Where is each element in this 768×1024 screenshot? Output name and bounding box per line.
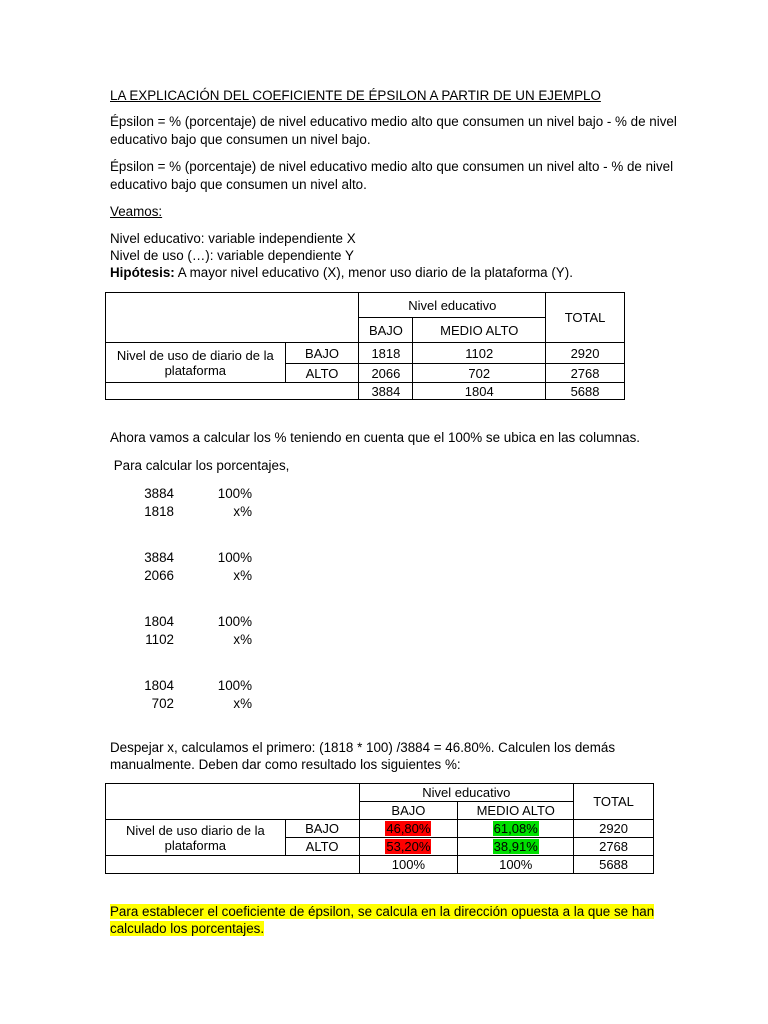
- pct-alto-medio: 38,91%: [493, 839, 538, 854]
- final-note-highlight-1: Para establecer el coeficiente de épsilon, se calcula en la dirección opuesta a la que se han: [110, 904, 655, 919]
- frequency-table: [105, 292, 625, 400]
- page-title: LA EXPLICACIÓN DEL COEFICIENTE DE ÉPSILON A PARTIR DE UN EJEMPLO: [110, 88, 601, 103]
- row-label-nivel-uso: Nivel de uso diario de la plataforma: [106, 820, 286, 856]
- cell-total-bajo: 3884: [359, 383, 413, 400]
- pct-bajo-medio: 61,08%: [493, 821, 538, 836]
- pct-bajo-bajo: 46,80%: [386, 821, 431, 836]
- header-total: TOTAL: [574, 784, 654, 820]
- final-note-line-2: [110, 920, 264, 937]
- calc-x: x%: [233, 504, 252, 519]
- totals-label-empty: [106, 856, 360, 874]
- cell-total-bajo: 100%: [359, 856, 458, 874]
- cell-alto-total: 2768: [546, 364, 625, 383]
- epsilon-definition-2-line-2: educativo bajo que consumen un nivel alto.: [110, 177, 367, 192]
- cell-total-total: 5688: [574, 856, 654, 874]
- calc-value: 702: [151, 696, 174, 711]
- epsilon-definition-1-line-1: Épsilon = % (porcentaje) de nivel educativo medio alto que consumen un nivel bajo - % de nivel: [110, 114, 677, 129]
- header-nivel-educativo: Nivel educativo: [359, 293, 546, 318]
- header-total: TOTAL: [546, 293, 625, 343]
- cell-total-medio: 1804: [413, 383, 546, 400]
- cell-total-medio: 100%: [458, 856, 574, 874]
- cell-alto-total: 2768: [574, 838, 654, 856]
- cell-bajo-total: 2920: [546, 343, 625, 364]
- empty-corner: [106, 293, 359, 343]
- col-bajo: BAJO: [359, 318, 413, 343]
- hypothesis-label: Hipótesis:: [110, 265, 175, 280]
- calc-hundred: 100%: [217, 678, 252, 693]
- row-alto: ALTO: [285, 364, 359, 383]
- calc-value: 2066: [144, 568, 174, 583]
- calc-value: 1818: [144, 504, 174, 519]
- calc-hundred: 100%: [217, 550, 252, 565]
- despejar-line-2: manualmente. Deben dar como resultado los siguientes %:: [110, 757, 461, 772]
- hypothesis-text: A mayor nivel educativo (X), menor uso diario de la plataforma (Y).: [174, 265, 573, 280]
- percentage-table: [105, 783, 654, 874]
- veamos-label: Veamos:: [110, 204, 163, 219]
- row-alto: ALTO: [285, 838, 359, 856]
- cell-alto-bajo: 2066: [359, 364, 413, 383]
- pct-alto-bajo: 53,20%: [386, 839, 431, 854]
- col-medio-alto: MEDIO ALTO: [458, 802, 574, 820]
- calc-hundred: 100%: [217, 614, 252, 629]
- cell-bajo-medio: [458, 820, 574, 838]
- calc-x: x%: [233, 632, 252, 647]
- variable-x: Nivel educativo: variable independiente X: [110, 231, 356, 246]
- empty-corner: [106, 784, 360, 820]
- calc-hundred: 100%: [217, 486, 252, 501]
- cell-bajo-bajo: [359, 820, 458, 838]
- col-bajo: BAJO: [359, 802, 458, 820]
- epsilon-definition-1-line-2: educativo bajo que consumen un nivel bajo.: [110, 132, 371, 147]
- despejar-line-1: Despejar x, calculamos el primero: (1818 * 100) /3884 = 46.80%. Calculen los demás: [110, 740, 616, 755]
- row-bajo: BAJO: [285, 343, 359, 364]
- cell-bajo-total: 2920: [574, 820, 654, 838]
- row-label-nivel-uso: Nivel de uso de diario de la plataforma: [106, 343, 286, 383]
- cell-alto-medio: [458, 838, 574, 856]
- calc-total: 3884: [144, 486, 174, 501]
- cell-bajo-bajo: 1818: [359, 343, 413, 364]
- cell-alto-medio: 702: [413, 364, 546, 383]
- header-nivel-educativo: Nivel educativo: [359, 784, 574, 802]
- cell-bajo-medio: 1102: [413, 343, 546, 364]
- hypothesis: [110, 264, 573, 281]
- variable-y: Nivel de uso (…): variable dependiente Y: [110, 248, 354, 263]
- paragraph-porcentajes: Para calcular los porcentajes,: [110, 458, 290, 473]
- calc-total: 1804: [144, 678, 174, 693]
- calc-value: 1102: [145, 632, 174, 647]
- calc-x: x%: [233, 568, 252, 583]
- row-bajo: BAJO: [285, 820, 359, 838]
- calc-total: 3884: [144, 550, 174, 565]
- paragraph-columns: Ahora vamos a calcular los % teniendo en cuenta que el 100% se ubica en las columnas.: [110, 430, 640, 445]
- calc-total: 1804: [144, 614, 174, 629]
- calc-x: x%: [233, 696, 252, 711]
- col-medio-alto: MEDIO ALTO: [413, 318, 546, 343]
- cell-alto-bajo: [359, 838, 458, 856]
- final-note-highlight-2: calculado los porcentajes.: [110, 921, 265, 936]
- cell-total-total: 5688: [546, 383, 625, 400]
- final-note-line-1: [110, 903, 654, 920]
- totals-label-empty: [106, 383, 359, 400]
- epsilon-definition-2-line-1: Épsilon = % (porcentaje) de nivel educativo medio alto que consumen un nivel alto - % de nivel: [110, 159, 674, 174]
